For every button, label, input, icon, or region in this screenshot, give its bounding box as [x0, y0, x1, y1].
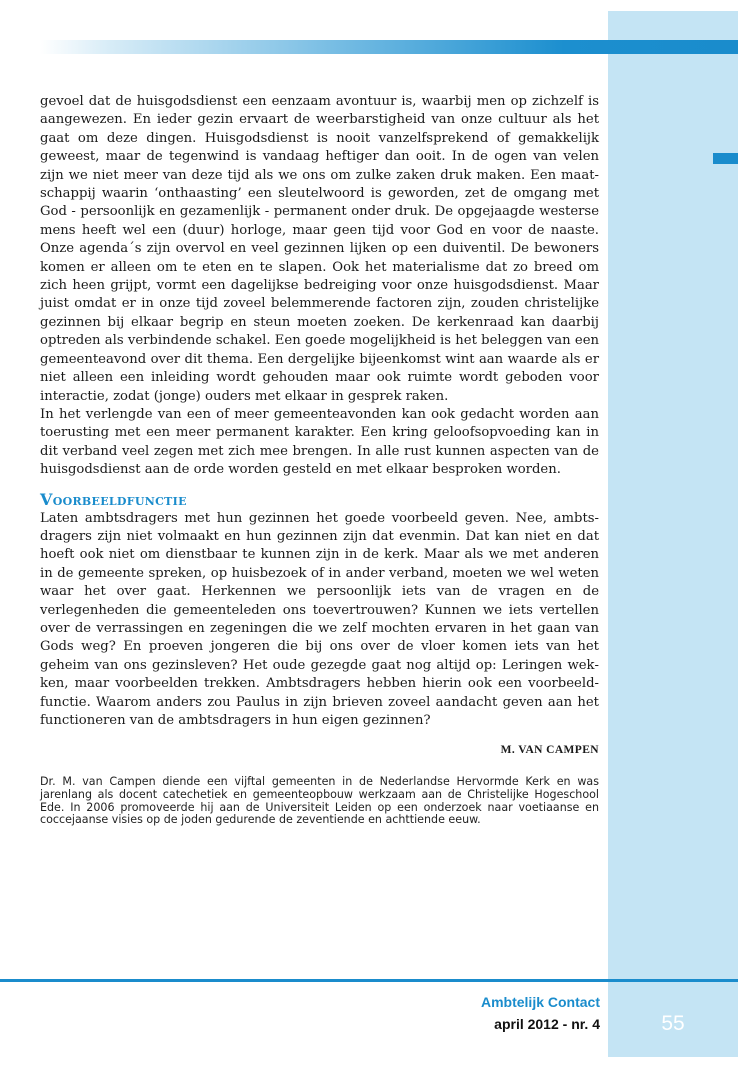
paragraph: Laten ambtsdragers met hun gezinnen het goede voorbeeld geven. Nee, ambtsdragers zijn niet volmaakt en hun gezinnen zijn dat evenmin. Dat kan niet en dat hoeft ook niet om dienstbaar te kunnen zijn in de kerk. Maar als we met anderen in de gemeente spreken, op huisbezoek of in ander verband, moeten we wel weten waar het over gaat. Herkennen we persoonlijk iets van de vragen en de verlegenheden die gemeenteleden ons toevertrouwen? Kunnen we iets vertellen over de verrassingen en zegeningen die we zelf mochten ervaren in het gaan van Gods weg? En proeven jongeren die bij ons over de vloer komen iets van het geheim van ons gezinsleven? Het oude gezegde gaat nog altijd op: Leringen wekken, maar voorbeelden trekken. Ambtsdragers hebben hierin ook een voorbeeldfunctie. Waarom anders zou Paulus in zijn brieven zoveel aandacht geven aan het functioneren van de ambtsdragers in hun eigen gezinnen?	[40, 510, 599, 728]
article-body	[40, 93, 599, 827]
footer-rule	[0, 979, 738, 982]
side-panel	[608, 11, 738, 1057]
paragraph: gevoel dat de huisgodsdienst een eenzaam avontuur is, waarbij men op zichzelf is aangewezen. En ieder gezin ervaart de weerbarstigheid van onze cultuur als het gaat om deze dingen. Huisgodsdienst is nooit vanzelfsprekend of gemakkelijk geweest, maar de tegenwind is vandaag heftiger dan ooit. In de ogen van velen zijn we niet meer van deze tijd als we ons om zulke zaken druk maken. Een maatschappij waarin ‘onthaasting’ een sleutelwoord is geworden, zet de omgang met God - persoonlijk en gezamenlijk - permanent onder druk. De opgejaagde westerse mens heeft wel een (duur) horloge, maar geen tijd voor God en voor de naaste. Onze agenda´s zijn overvol en veel gezinnen lijken op een duiventil. De bewoners komen er alleen om te eten en te slapen. Ook het materialisme dat zo breed om zich heen grijpt, vormt een dagelijkse bedreiging voor onze huisgodsdienst. Maar juist omdat er in onze tijd zoveel belemmerende factoren zijn, zouden christelijke gezinnen bij elkaar begrip en steun moeten zoeken. De kerkenraad kan daarbij optreden als verbindende schakel. Een goede mogelijkheid is het beleggen van een gemeenteavond over dit thema. Een dergelijke bijeenkomst wint aan waarde als er niet alleen een inleiding wordt gehouden maar ook ruimte wordt geboden voor interactie, zodat (jonge) ouders met elkaar in gesprek raken.	[40, 94, 599, 404]
paragraph: In het verlengde van een of meer gemeenteavonden kan ook gedacht worden aan toerusting met een meer permanent karakter. Een kring geloofsopvoeding kan in dit verband veel zegen met zich mee brengen. In alle rust kunnen aspecten van de huisgodsdienst aan de orde worden gesteld en met elkaar besproken worden.	[40, 406, 599, 478]
page-number: 55	[661, 1012, 685, 1035]
author-name: M. VAN CAMPEN	[500, 744, 599, 757]
side-marker-bar	[713, 153, 738, 164]
header-gradient-bar	[40, 40, 738, 54]
issue-info: april 2012 - nr. 4	[494, 1016, 600, 1032]
section-heading: Voorbeeldfunctie	[40, 489, 187, 509]
author-bio: Dr. M. van Campen diende een vijftal gemeenten in de Nederlandse Hervormde Kerk en was jarenlang als docent catechetiek en gemeenteopbouw werkzaam aan de Christelijke Hogeschool Ede. In 2006 promoveerde hij aan de Universiteit Leiden op een onderzoek naar voetiaanse en coccejaanse visies op de joden gedurende de zeventiende en achttiende eeuw.	[40, 775, 599, 827]
magazine-title: Ambtelijk Contact	[480, 994, 600, 1010]
